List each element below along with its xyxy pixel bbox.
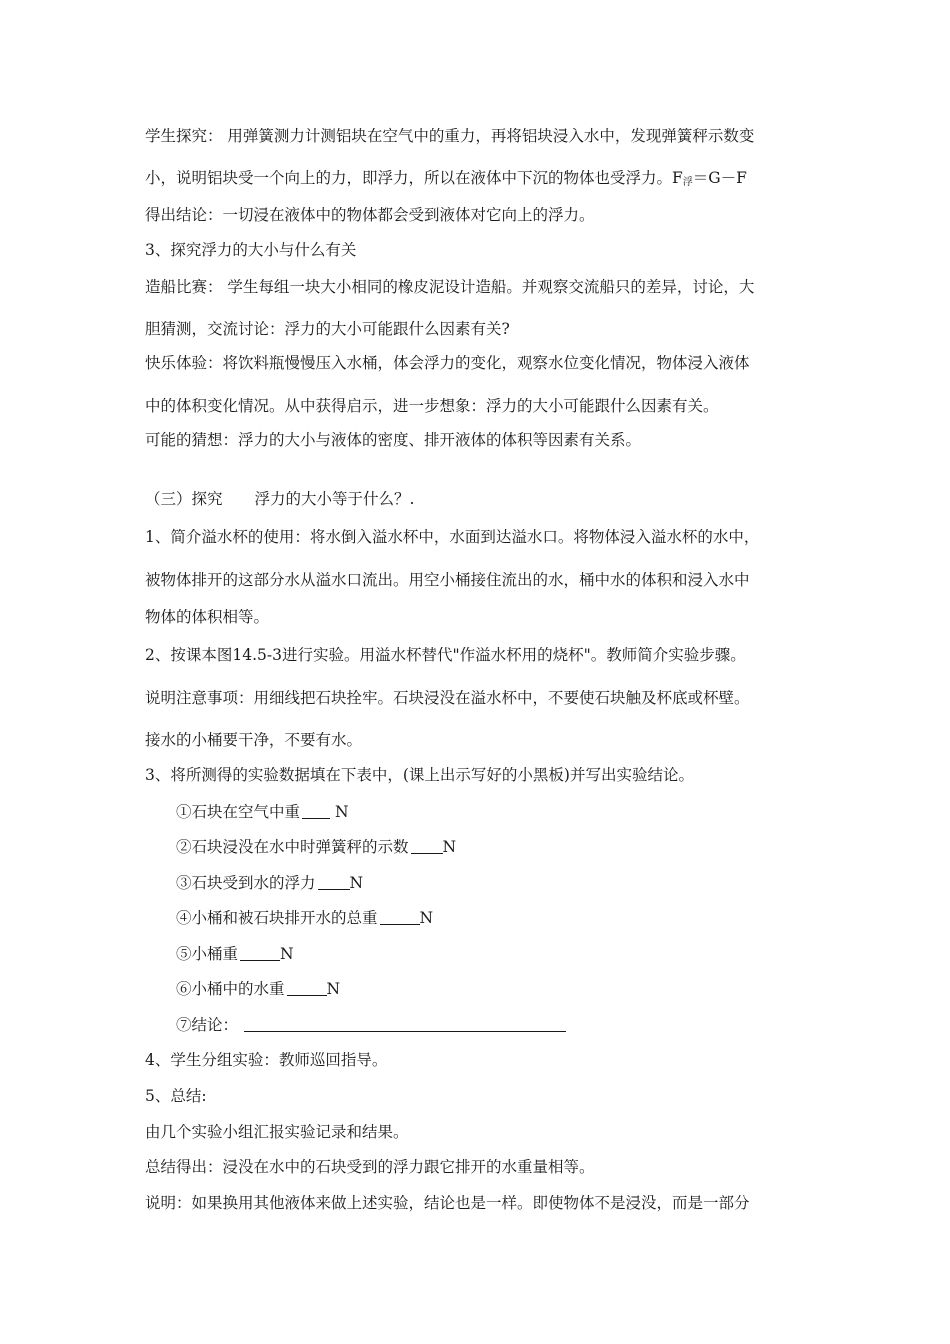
item-unit: N [419, 909, 434, 927]
paragraph-line: 总结得出：浸没在水中的石块受到的浮力跟它排开的水重量相等。 [145, 1158, 595, 1176]
item-unit: N [349, 874, 364, 892]
paragraph-line: 由几个实验小组汇报实验记录和结果。 [145, 1123, 409, 1141]
list-item [176, 802, 349, 822]
fill-blank [411, 838, 443, 854]
paragraph-line: 可能的猜想：浮力的大小与液体的密度、排开液体的体积等因素有关系。 [145, 431, 642, 449]
fill-blank [244, 1016, 566, 1032]
item-text: ⑦结论： [176, 1016, 239, 1034]
item-unit: N [326, 980, 341, 998]
section-heading: 3、探究浮力的大小与什么有关 [145, 241, 357, 259]
item-unit: N [280, 945, 294, 963]
item-text: ①石块在空气中重 [176, 803, 301, 821]
paragraph-line: 3、将所测得的实验数据填在下表中，(课上出示写好的小黑板)并写出实验结论。 [145, 766, 694, 784]
fill-blank [302, 803, 330, 819]
item-unit: N [442, 838, 457, 856]
paragraph-line: 2、按课本图14.5-3进行实验。用溢水杯替代"作溢水杯用的烧杯"。教师简介实验步骤。 [145, 646, 746, 664]
item-text: ②石块浸没在水中时弹簧秤的示数 [176, 838, 409, 856]
list-item [176, 837, 456, 857]
paragraph-line: 胆猜测，交流讨论：浮力的大小可能跟什么因素有关? [145, 320, 510, 338]
fill-blank [287, 980, 327, 996]
paragraph-line: 1、简介溢水杯的使用：将水倒入溢水杯中，水面到达溢水口。将物体浸入溢水杯的水中， [145, 528, 760, 546]
list-item [176, 979, 340, 999]
heading-part: 浮力的大小等于什么？. [254, 490, 415, 508]
list-item [176, 1015, 566, 1035]
item-unit: N [334, 803, 349, 821]
item-text: ⑥小桶中的水重 [176, 980, 285, 998]
paragraph-line: 得出结论：一切浸在液体中的物体都会受到液体对它向上的浮力。 [145, 206, 595, 224]
item-text: ④小桶和被石块排开水的总重 [176, 909, 378, 927]
paragraph-line: 学生探究： 用弹簧测力计测铝块在空气中的重力，再将铝块浸入水中，发现弹簧秤示数变 [145, 127, 755, 145]
paragraph-line: 中的体积变化情况。从中获得启示，进一步想象：浮力的大小可能跟什么因素有关。 [145, 397, 719, 415]
item-text: ③石块受到水的浮力 [176, 874, 316, 892]
paragraph-line: 被物体排开的这部分水从溢水口流出。用空小桶接住流出的水，桶中水的体积和浸入水中 [145, 571, 750, 589]
list-item [176, 908, 433, 928]
list-item [176, 944, 294, 964]
paragraph-line: 造船比赛： 学生每组一块大小相同的橡皮泥设计造船。并观察交流船只的差异，讨论，大 [145, 278, 755, 296]
line-text: ＝G－F [692, 169, 747, 187]
fill-blank [318, 874, 350, 890]
heading-part: （三）探究 [145, 490, 223, 508]
paragraph-line [145, 168, 747, 193]
subscript: 浮 [682, 177, 693, 188]
paragraph-line: 物体的体积相等。 [145, 608, 270, 626]
paragraph-line: 说明：如果换用其他液体来做上述实验，结论也是一样。即使物体不是浸没，而是一部分 [145, 1194, 750, 1212]
paragraph-line: 说明注意事项：用细线把石块拴牢。石块浸没在溢水杯中，不要使石块触及杯底或杯壁。 [145, 689, 750, 707]
line-text: 小，说明铝块受一个向上的力，即浮力，所以在液体中下沉的物体也受浮力。F [145, 169, 683, 187]
paragraph-line: 接水的小桶要干净，不要有水。 [145, 731, 363, 749]
list-item [176, 873, 363, 893]
paragraph-line: 4、学生分组实验：教师巡回指导。 [145, 1051, 388, 1069]
section-heading [145, 489, 414, 509]
fill-blank [240, 945, 280, 961]
item-text: ⑤小桶重 [176, 945, 239, 963]
fill-blank [380, 909, 420, 925]
section-heading: 5、总结: [145, 1087, 207, 1105]
paragraph-line: 快乐体验：将饮料瓶慢慢压入水桶，体会浮力的变化，观察水位变化情况，物体浸入液体 [145, 354, 750, 372]
